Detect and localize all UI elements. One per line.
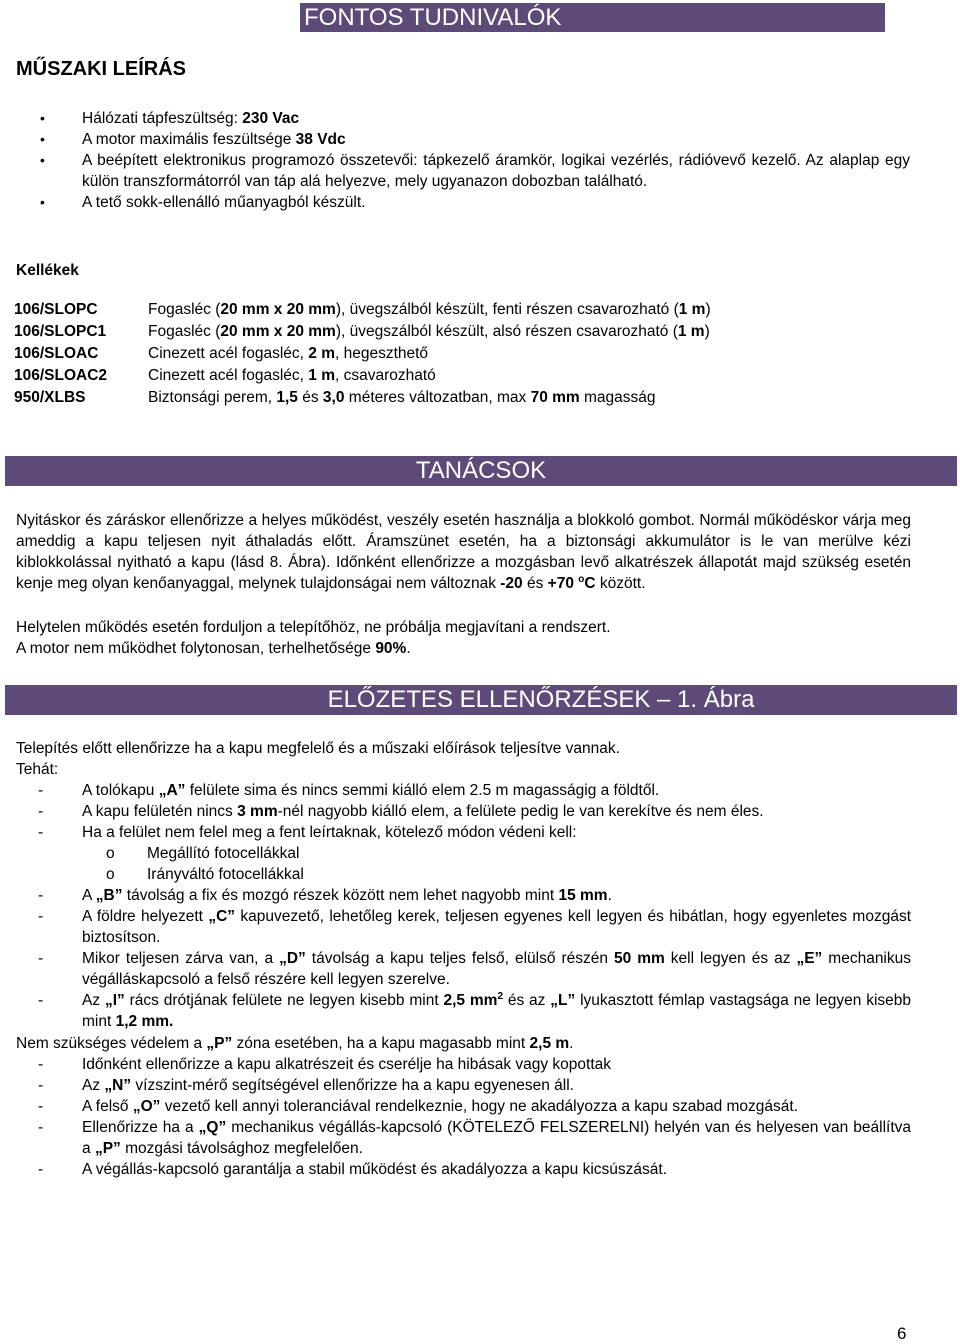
list-item: - Ellenőrizze ha a „Q” mechanikus végállás-kapcsoló (KÖTELEZŐ FELSZERELNI) helyén van és helyesen van beállítva a „P” mozgási távolsághoz megfelelően. <box>16 1117 911 1159</box>
table-row <box>14 345 711 367</box>
page-number: 6 <box>897 1324 907 1343</box>
spec-list <box>40 108 910 213</box>
elozetes-note: Nem szükséges védelem a „P” zóna esetében, ha a kapu magasabb mint 2,5 m. <box>16 1035 574 1052</box>
section-title-elozetes: ELŐZETES ELLENŐRZÉSEK – 1. Ábra <box>327 686 755 713</box>
list-item: - A felső „O” vezető kell annyi toleranciával rendelkeznie, hogy ne akadályozza a kapu szabad mozgását. <box>16 1096 911 1117</box>
tanacsok-paragraph: Helytelen működés esetén forduljon a telepítőhöz, ne próbálja megjavítani a rendszert. <box>16 619 611 636</box>
list-item: • A tető sokk-ellenálló műanyagból készült. <box>40 192 910 213</box>
list-item: - Időnként ellenőrizze a kapu alkatrészeit és cserélje ha hibásak vagy kopottak <box>16 1054 911 1075</box>
table-row <box>14 367 711 389</box>
section-banner-fontos <box>300 3 885 32</box>
list-item: - Az „N” vízszint-mérő segítségével ellenőrizze ha a kapu egyenesen áll. <box>16 1075 911 1096</box>
elozetes-intro: Telepítés előtt ellenőrizze ha a kapu megfelelő és a műszaki előírások teljesítve vannak. <box>16 740 620 757</box>
tanacsok-paragraph: A motor nem működhet folytonosan, terhelhetősége 90%. <box>16 640 411 657</box>
list-item: - Mikor teljesen zárva van, a „D” távolság a kapu teljes felső, elülső részén 50 mm kell legyen és az „E” mechanikus végálláskapcsoló a felső részére kell legyen szerelve. <box>16 948 911 990</box>
list-item: - A tolókapu „A” felülete sima és nincs semmi kiálló elem 2.5 m magasságig a földtől. <box>16 780 911 801</box>
list-item: - A végállás-kapcsoló garantálja a stabil működést és akadályozza a kapu kicsúszását. <box>16 1159 911 1180</box>
section-banner-elozetes <box>5 685 957 715</box>
part-code: 106/SLOAC2 <box>14 367 108 384</box>
list-item: - A kapu felületén nincs 3 mm-nél nagyobb kiálló elem, a felülete pedig le van kerekítve és nem éles. <box>16 801 911 822</box>
part-desc: Fogasléc (20 mm x 20 mm), üvegszálból készült, fenti részen csavarozható (1 m) <box>148 301 711 318</box>
part-desc: Cinezett acél fogasléc, 1 m, csavarozható <box>148 367 436 384</box>
part-code: 106/SLOAC <box>14 345 99 362</box>
sub-list-item: o Megállító fotocellákkal <box>16 843 911 864</box>
kellekek-heading: Kellékek <box>16 262 79 279</box>
part-desc: Biztonsági perem, 1,5 és 3,0 méteres változatban, max 70 mm magasság <box>148 389 656 406</box>
section-title-tanacsok: TANÁCSOK <box>415 457 547 484</box>
list-item: • A beépített elektronikus programozó összetevői: tápkezelő áramkör, logikai vezérlés, rádióvevő kezelő. Az alaplap egy külön transzformátorról van táp alá helyezve, mely ugyanazon dobozban található. <box>40 150 910 192</box>
muszaki-leiras-heading: MŰSZAKI LEÍRÁS <box>16 58 186 80</box>
maintenance-list <box>16 1054 911 1180</box>
list-item: • A motor maximális feszültsége 38 Vdc <box>40 129 910 150</box>
accessory-table <box>14 301 711 411</box>
part-code: 106/SLOPC1 <box>14 323 107 340</box>
elozetes-intro: Tehát: <box>16 761 59 778</box>
table-row <box>14 389 711 411</box>
table-row <box>14 301 711 323</box>
list-item: - Az „I” rács drótjának felülete ne legyen kisebb mint 2,5 $mm^2$ és az „L” lyukasztott fémlap vastagsága ne legyen kisebb mint 1,2 mm. <box>16 990 911 1032</box>
part-desc: Cinezett acél fogasléc, 2 m, hegeszthető <box>148 345 429 362</box>
part-code: 106/SLOPC <box>14 301 98 318</box>
sub-list-item: o Irányváltó fotocellákkal <box>16 864 911 885</box>
list-item: • Hálózati tápfeszültség: 230 Vac <box>40 108 910 129</box>
part-desc: Fogasléc (20 mm x 20 mm), üvegszálból készült, alsó részen csavarozható (1 m) <box>148 323 710 340</box>
section-banner-tanacsok <box>5 456 957 486</box>
list-item: - Ha a felület nem felel meg a fent leírtaknak, kötelező módon védeni kell: <box>16 822 911 843</box>
table-row <box>14 323 711 345</box>
section-title-fontos: FONTOS TUDNIVALÓK <box>304 4 562 31</box>
list-item: - A földre helyezett „C” kapuvezető, lehetőleg kerek, teljesen egyenes kell legyen és hibátlan, hogy egyenletes mozgást biztosítson. <box>16 906 911 948</box>
part-code: 950/XLBS <box>14 389 86 406</box>
list-item: - A „B” távolság a fix és mozgó részek között nem lehet nagyobb mint 15 mm. <box>16 885 911 906</box>
check-list <box>16 780 911 1032</box>
tanacsok-paragraph: Nyitáskor és záráskor ellenőrizze a helyes működést, veszély esetén használja a blokkoló gombot. Normál működéskor várja meg ameddig a kapu teljesen nyit áthaladás előtt. Áramszünet esetén, ha a biztonsági akkumulátor is le van merülve kézi kiblokkolással nyitható a kapu (lásd 8. Ábra). Időnként ellenőrizze a mozgásban levő alkatrészek állapotát majd szükség esetén kenje meg olyan kenőanyaggal, melynek tulajdonságai nem változnak -20 és +70 $^o$C között. <box>16 512 911 592</box>
